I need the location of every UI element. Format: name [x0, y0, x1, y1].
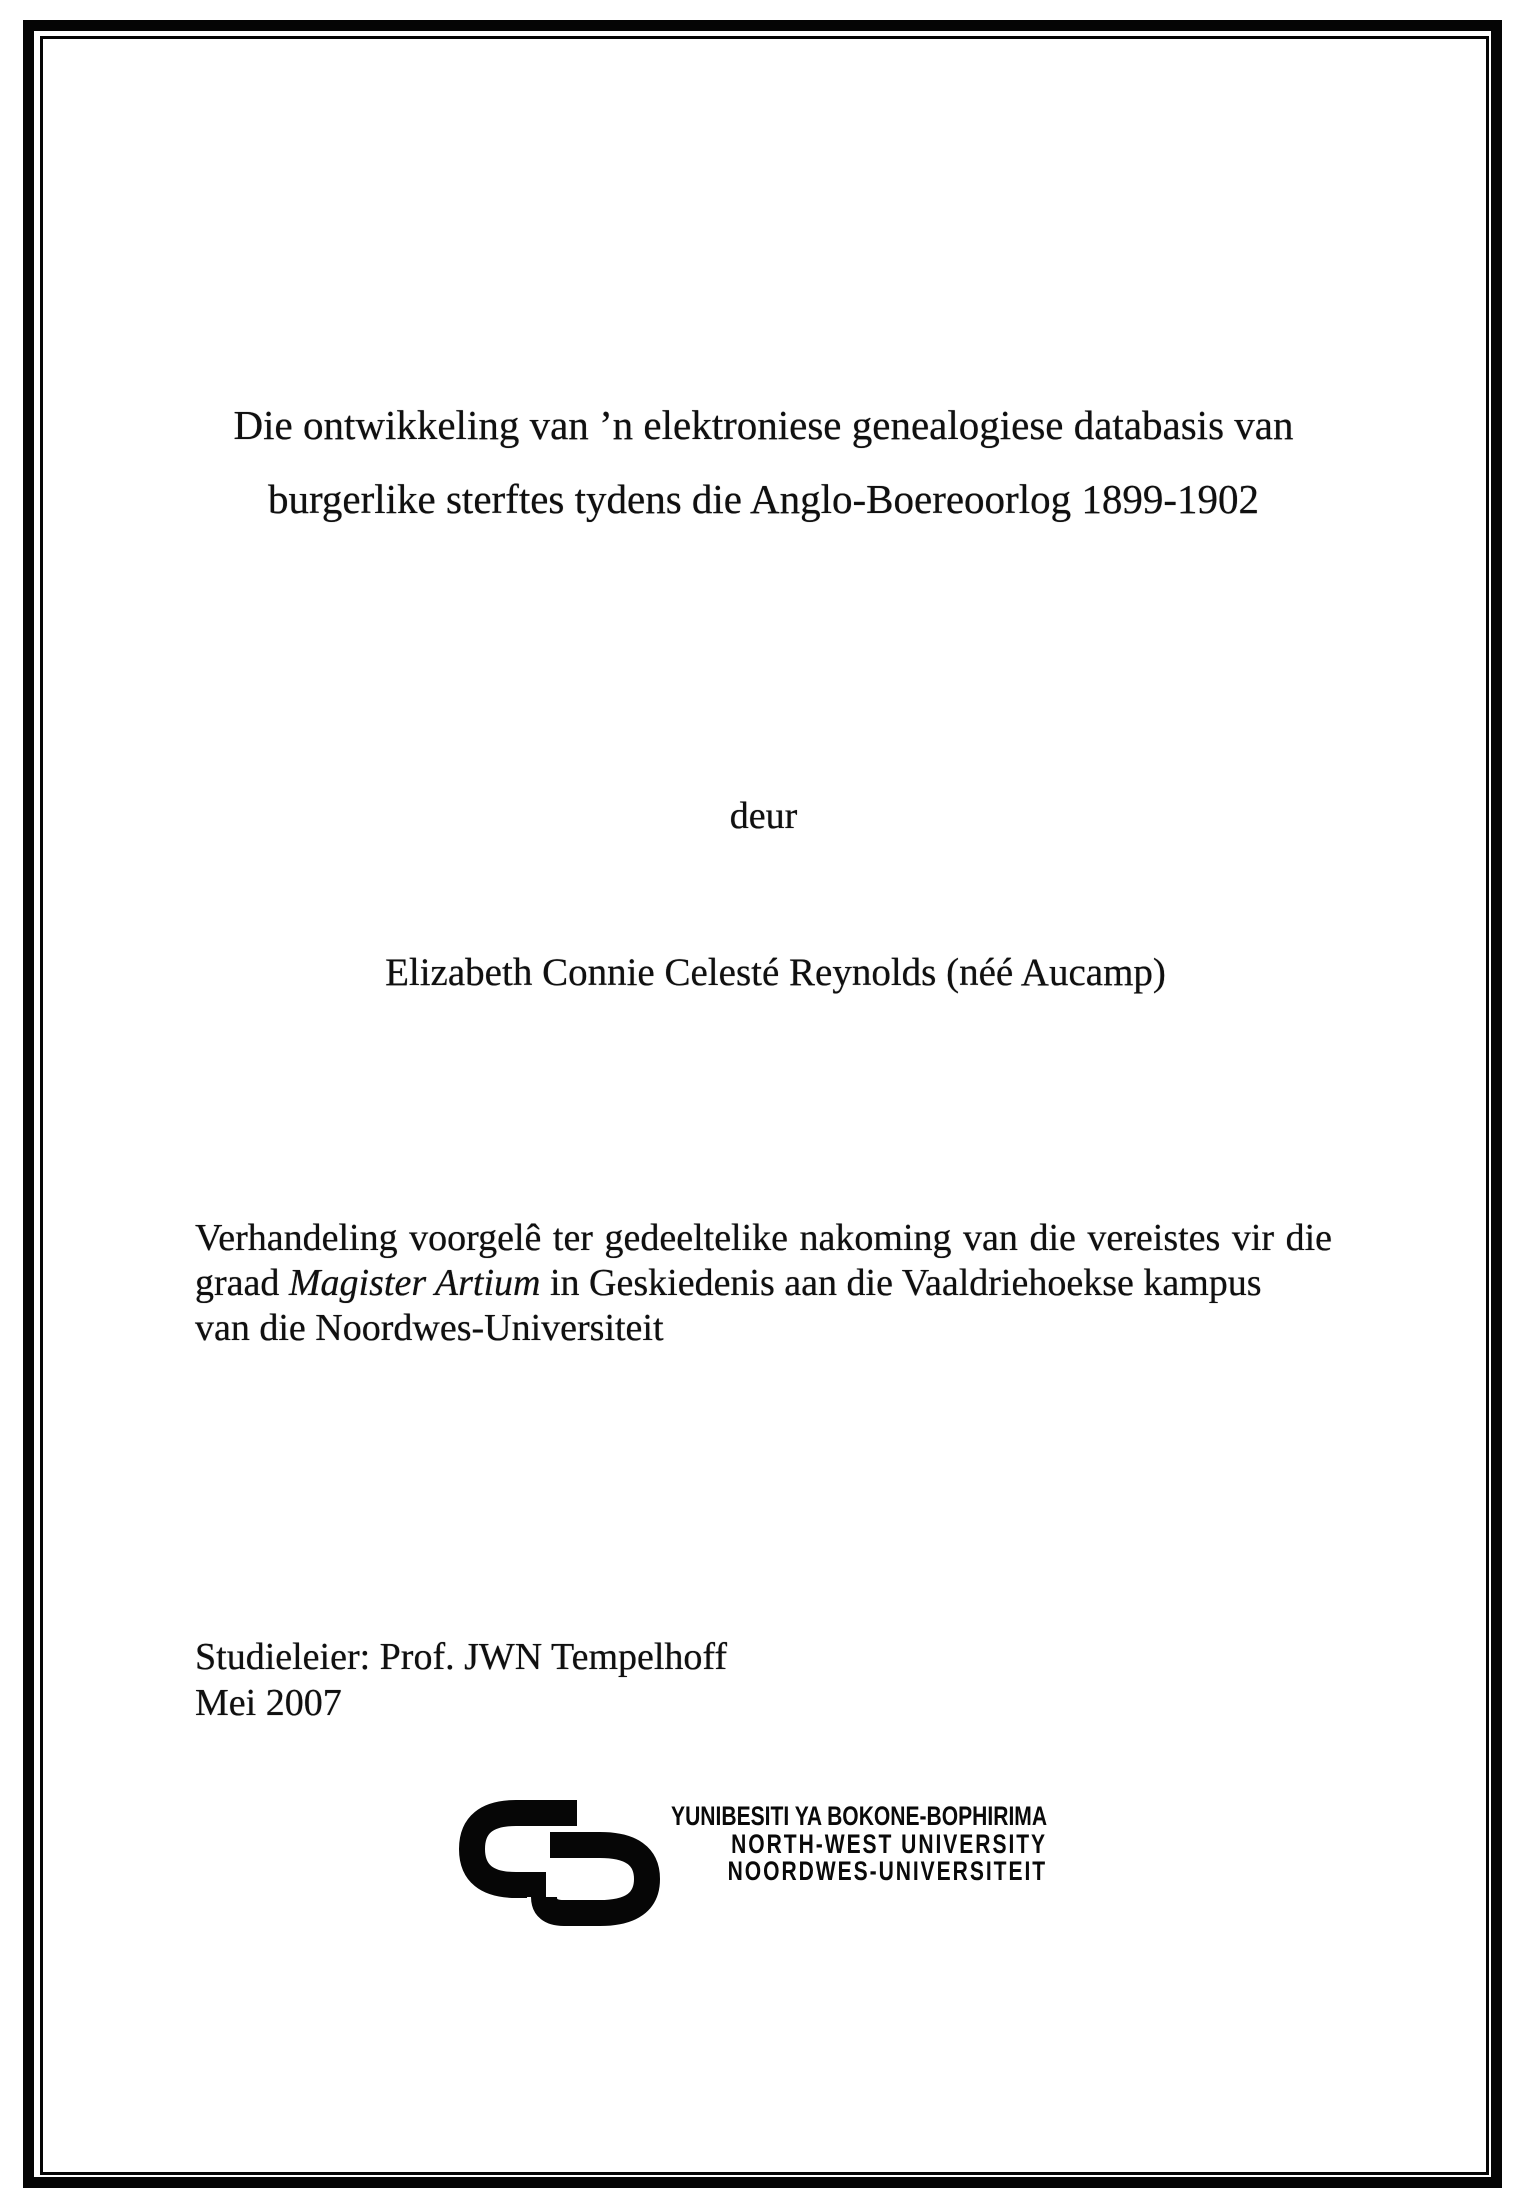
date-line: Mei 2007 [195, 1682, 342, 1724]
supervisor-line: Studieleier: Prof. JWN Tempelhoff [195, 1636, 728, 1678]
author-name: Elizabeth Connie Celesté Reynolds (néé Aucamp) [385, 951, 1166, 994]
degree-statement-line1: Verhandeling voorgelê ter gedeeltelike nakoming van die vereistes vir die [195, 1217, 1332, 1259]
logo-text-setswana: YUNIBESITI YA BOKONE-BOPHIRIMA [670, 1801, 1047, 1831]
byline-label: deur [729, 795, 798, 837]
thesis-title-line2: burgerlike sterftes tydens die Anglo-Boereoorlog 1899-1902 [267, 476, 1259, 522]
degree-name-italic: Magister Artium [288, 1262, 541, 1304]
nwu-interlocking-links-icon [458, 1797, 660, 1927]
degree-statement-line2-suffix: in Geskiedenis aan die Vaaldriehoekse kampus [540, 1262, 1262, 1304]
logo-text-english: NORTH-WEST UNIVERSITY [731, 1828, 1047, 1859]
thesis-title-line1: Die ontwikkeling van ’n elektroniese genealogiese databasis van [233, 402, 1294, 448]
university-logo-text [671, 1803, 1047, 1886]
degree-statement-line2-prefix: graad [195, 1262, 289, 1304]
degree-statement-line3: van die Noordwes-Universiteit [195, 1307, 664, 1349]
logo-text-afrikaans: NOORDWES-UNIVERSITEIT [727, 1856, 1047, 1886]
